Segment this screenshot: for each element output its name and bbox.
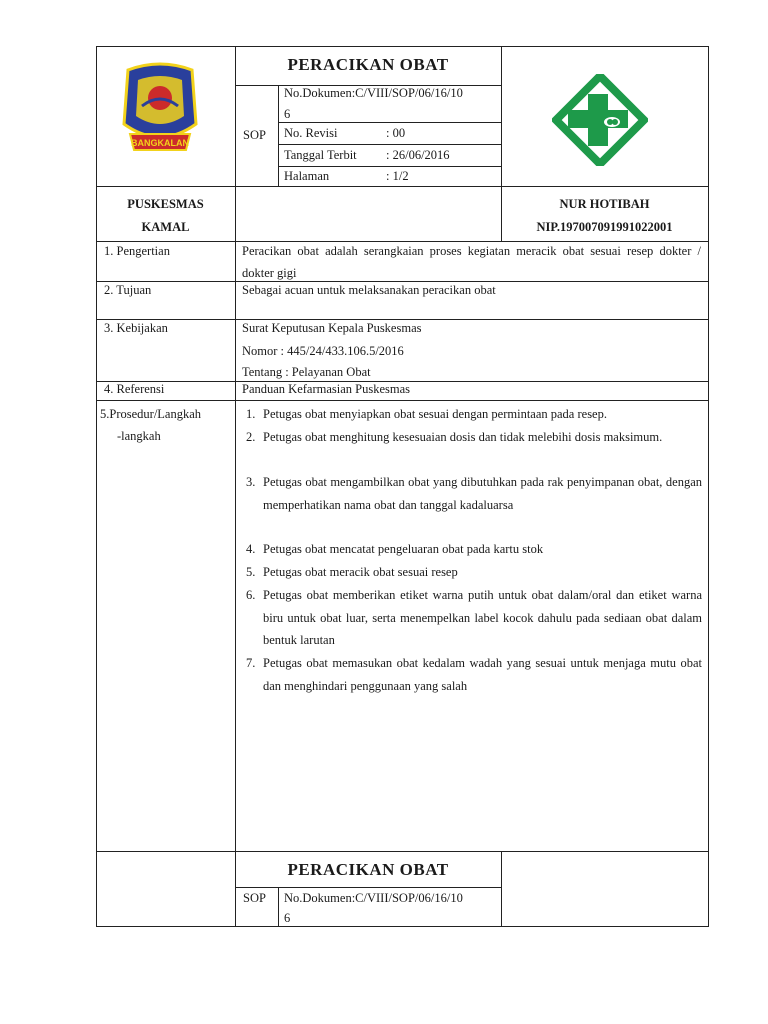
sop-label: SOP [243,128,266,142]
step-text: Petugas obat memasukan obat kedalam wadah yang sesuai untuk menjaga mutu obat dan menghindari penggunaan yang salah [263,656,702,693]
step-text: Petugas obat meracik obat sesuai resep [263,565,458,579]
prosedur-label-line2: -langkah [117,429,161,443]
step-number: 3. [246,475,256,489]
doc-number-cont: 6 [284,107,291,121]
tujuan-label: 2. Tujuan [104,283,152,297]
step-text: Petugas obat menyiapkan obat sesuai dengan permintaan pada resep. [263,407,607,421]
issued-label: Tanggal Terbit [284,148,357,162]
body-column-divider [235,241,236,927]
referensi-label: 4. Referensi [104,382,165,396]
step-number: 1. [246,407,256,421]
step-text: Petugas obat mengambilkan obat yang dibutuhkan pada rak penyimpanan obat, dengan memperhatikan nama obat dan tanggal kadaluarsa [263,475,702,512]
footer-sop-label: SOP [243,891,266,905]
kebijakan-label: 3. Kebijakan [104,321,168,335]
revision-label: No. Revisi [284,126,338,140]
step-text: Petugas obat mencatat pengeluaran obat pada kartu stok [263,542,544,556]
org-name-line1: PUSKESMAS [127,197,204,211]
referensi-text: Panduan Kefarmasian Puskesmas [242,382,411,396]
signer-name: NUR HOTIBAH [559,197,650,211]
kebijakan-line2: Nomor : 445/24/433.106.5/2016 [242,344,404,358]
kebijakan-line3: Tentang : Pelayanan Obat [242,365,371,379]
doc-number: No.Dokumen:C/VIII/SOP/06/16/10 [284,86,463,100]
prosedur-label-line1: 5.Prosedur/Langkah [100,407,202,421]
bangkalan-crest-logo [116,62,204,162]
page-label: Halaman [284,169,330,183]
footer-doc-number-cont: 6 [284,911,291,925]
page-value: : 1/2 [386,169,409,183]
step-text: Petugas obat memberikan etiket warna putih untuk obat dalam/oral dan etiket warna biru untuk obat luar, serta menempelkan label kocok dahulu pada sediaan obat dalam bentuk larutan [263,588,702,647]
step-number: 2. [246,430,256,444]
step-number: 7. [246,656,256,670]
pengertian-label: 1. Pengertian [104,244,170,258]
tujuan-text: Sebagai acuan untuk melaksanakan peracikan obat [242,283,496,297]
step-number: 5. [246,565,256,579]
signer-nip: NIP.197007091991022001 [536,220,673,234]
document-title: PERACIKAN OBAT [287,55,449,74]
step-text: Petugas obat menghitung kesesuaian dosis dan tidak melebihi dosis maksimum. [263,430,663,444]
puskesmas-logo [552,74,648,166]
footer-doc-number: No.Dokumen:C/VIII/SOP/06/16/10 [284,891,463,905]
revision-value: : 00 [386,126,406,140]
step-number: 6. [246,588,256,602]
issued-value: : 26/06/2016 [386,148,450,162]
step-number: 4. [246,542,256,556]
org-name-line2: KAMAL [141,220,190,234]
pengertian-text: Peracikan obat adalah serangkaian proses kegiatan meracik obat sesuai resep dokter / dokter gigi [242,244,701,280]
footer-document-title: PERACIKAN OBAT [287,860,449,879]
crest-banner-text: BANGKALAN [131,138,189,148]
kebijakan-line1: Surat Keputusan Kepala Puskesmas [242,321,422,335]
